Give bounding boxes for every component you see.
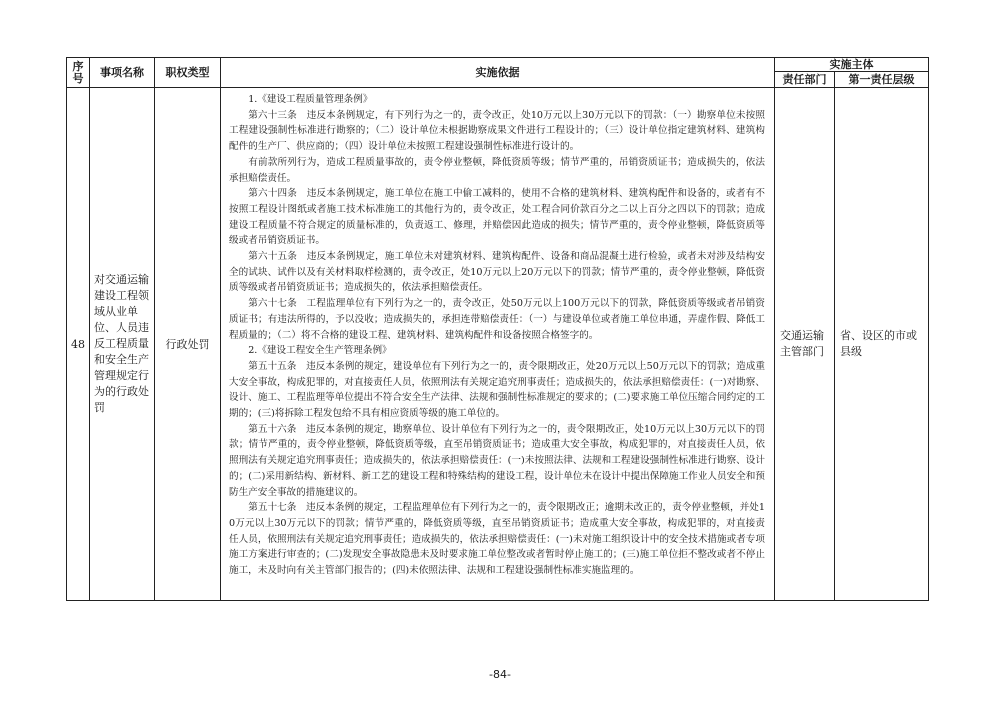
basis-paragraph: 第六十五条 违反本条例规定，施工单位未对建筑材料、建筑构配件、设备和商品混凝土进行检验，或者未对涉及结构安全的试块、试件以及有关材料取样检测的，责令改正，处10万元以上20万元以下的罚款；情节严重的，责令停业整顿，降低资质等级或者吊销资质证书；造成损失的，依法承担赔偿责任。 — [229, 251, 765, 294]
row-seq: 48 — [67, 88, 90, 601]
basis-paragraph: 第五十七条 违反本条例的规定，工程监理单位有下列行为之一的，责令限期改正；逾期未改正的，责令停业整顿，并处10万元以上30万元以下的罚款；情节严重的，降低资质等级，直至吊销资质证书；造成重大安全事故，构成犯罪的，对直接责任人员，依照刑法有关规定追究刑事责任；造成损失的，依法承担赔偿责任：(一)未对施工组织设计中的安全技术措施或者专项施工方案进行审查的；(二)发现安全事故隐患未及时要求施工单位整改或者暂时停止施工的；(三)施工单位拒不整改或者不停止施工，未及时向有关主管部门报告的；(四)未依照法律、法规和工程建设强制性标准实施监理的。 — [229, 502, 765, 577]
header-dept: 责任部门 — [775, 72, 835, 88]
basis-paragraph: 第六十三条 违反本条例规定，有下列行为之一的，责令改正，处10万元以上30万元以下的罚款：（一）勘察单位未按照工程建设强制性标准进行勘察的；（二）设计单位未根据勘察成果文件进行工程设计的；（三）设计单位指定建筑材料、建筑构配件的生产厂、供应商的；（四）设计单位未按照工程建设强制性标准进行设计的。 — [229, 109, 765, 153]
administrative-power-table — [66, 57, 929, 601]
row-basis — [221, 88, 775, 601]
basis-paragraph: 2.《建设工程安全生产管理条例》 — [248, 345, 392, 357]
basis-paragraph: 第五十六条 违反本条例的规定，勘察单位、设计单位有下列行为之一的，责令限期改正，处10万元以上30万元以下的罚款；情节严重的，责令停业整顿，降低资质等级，直至吊销资质证书；造成重大安全事故，构成犯罪的，对直接责任人员，依照刑法有关规定追究刑事责任；造成损失的，依法承担赔偿责任：(一)未按照法律、法规和工程建设强制性标准进行勘察、设计的；(二)采用新结构、新材料、新工艺的建设工程和特殊结构的建设工程，设计单位未在设计中提出保障施工作业人员安全和预防生产安全事故的措施建议的。 — [229, 423, 765, 498]
row-power-type: 行政处罚 — [155, 88, 221, 601]
header-seq: 序号 — [67, 58, 90, 88]
row-responsible-dept: 交通运输主管部门 — [775, 88, 835, 601]
table-row — [67, 88, 929, 601]
basis-paragraph: 第五十五条 违反本条例的规定，建设单位有下列行为之一的，责令限期改正，处20万元以上50万元以下的罚款；造成重大安全事故，构成犯罪的，对直接责任人员，依照刑法有关规定追究刑事责任；造成损失的，依法承担赔偿责任：(一)对勘察、设计、施工、工程监理等单位提出不符合安全生产法律、法规和强制性标准规定的要求的；(二)要求施工单位压缩合同约定的工期的；(三)将拆除工程发包给不具有相应资质等级的施工单位的。 — [229, 360, 765, 420]
basis-paragraph: 第六十七条 工程监理单位有下列行为之一的，责令改正，处50万元以上100万元以下的罚款，降低资质等级或者吊销资质证书；有违法所得的，予以没收；造成损失的，承担连带赔偿责任：（一）与建设单位或者施工单位串通，弄虚作假、降低工程质量的；（二）将不合格的建设工程、建筑材料、建筑构配件和设备按照合格签字的。 — [229, 298, 765, 341]
row-responsibility-level: 省、设区的市或县级 — [835, 88, 929, 601]
basis-paragraph: 有前款所列行为，造成工程质量事故的，责令停业整顿，降低资质等级；情节严重的，吊销资质证书；造成损失的，依法承担赔偿责任。 — [229, 156, 765, 184]
header-subject: 实施主体 — [775, 58, 929, 72]
header-basis: 实施依据 — [221, 58, 775, 88]
header-type: 职权类型 — [155, 58, 221, 88]
header-level: 第一责任层级 — [835, 72, 929, 88]
header-name: 事项名称 — [90, 58, 155, 88]
basis-paragraph: 1.《建设工程质量管理条例》 — [248, 94, 373, 105]
basis-paragraph: 第六十四条 违反本条例规定，施工单位在施工中偷工减料的，使用不合格的建筑材料、建筑构配件和设备的，或者有不按照工程设计图纸或者施工技术标准施工的其他行为的，责令改正，处工程合同价款百分之二以上百分之四以下的罚款；造成建设工程质量不符合规定的质量标准的，负责返工、修理，并赔偿因此造成的损失；情节严重的，责令停业整顿，降低资质等级或者吊销资质证书。 — [229, 188, 765, 247]
page-number: -84- — [489, 668, 511, 681]
row-item-name: 对交通运输建设工程领域从业单位、人员违反工程质量和安全生产管理规定行为的行政处罚 — [90, 88, 155, 601]
